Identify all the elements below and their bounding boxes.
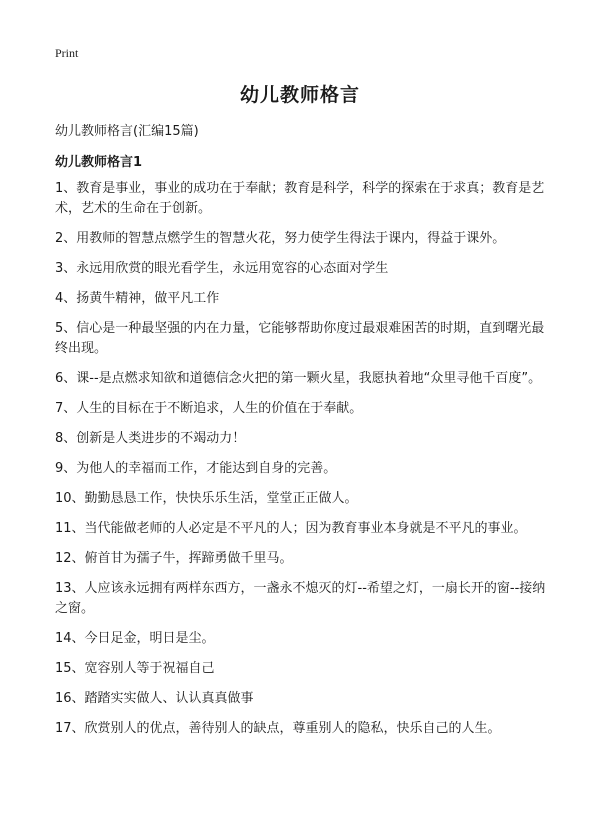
quote-list <box>55 179 550 749</box>
list-item: 6、课--是点燃求知欲和道德信念火把的第一颗火星，我愿执着地“众里寻他千百度”。 <box>55 371 542 386</box>
list-item: 1、教育是事业，事业的成功在于奉献；教育是科学，科学的探索在于求真；教育是艺术，艺术的生命在于创新。 <box>55 181 545 216</box>
list-item: 16、踏踏实实做人、认认真真做事 <box>55 691 254 706</box>
list-item: 15、宽容别人等于祝福自己 <box>55 661 215 676</box>
list-item: 4、扬黄牛精神，做平凡工作 <box>55 291 220 306</box>
section-heading: 幼儿教师格言1 <box>55 155 143 170</box>
list-item: 14、今日足金，明日是尘。 <box>55 631 215 646</box>
list-item: 5、信心是一种最坚强的内在力量，它能够帮助你度过最艰难困苦的时期，直到曙光最终出现。 <box>55 321 545 356</box>
list-item: 3、永远用欣赏的眼光看学生，永远用宽容的心态面对学生 <box>55 261 389 276</box>
list-item: 11、当代能做老师的人必定是不平凡的人；因为教育事业本身就是不平凡的事业。 <box>55 521 527 536</box>
list-item: 13、人应该永远拥有两样东西方，一盏永不熄灭的灯--希望之灯，一扇长开的窗--接纳之窗。 <box>55 581 546 616</box>
print-link[interactable]: Print <box>55 46 79 60</box>
list-item: 12、俯首甘为孺子牛，挥蹄勇做千里马。 <box>55 551 293 566</box>
list-item: 2、用教师的智慧点燃学生的智慧火花，努力使学生得法于课内，得益于课外。 <box>55 231 506 246</box>
page-title: 幼儿教师格言 <box>239 84 360 106</box>
list-item: 8、创新是人类进步的不竭动力！ <box>55 431 246 446</box>
list-item: 9、为他人的幸福而工作，才能达到自身的完善。 <box>55 461 337 476</box>
list-item: 7、人生的目标在于不断追求，人生的价值在于奉献。 <box>55 401 363 416</box>
list-item: 10、勤勤恳恳工作，快快乐乐生活，堂堂正正做人。 <box>55 491 358 506</box>
list-item: 17、欣赏别人的优点，善待别人的缺点，尊重别人的隐私，快乐自己的人生。 <box>55 721 501 736</box>
document-subtitle: 幼儿教师格言(汇编15篇) <box>55 124 199 139</box>
